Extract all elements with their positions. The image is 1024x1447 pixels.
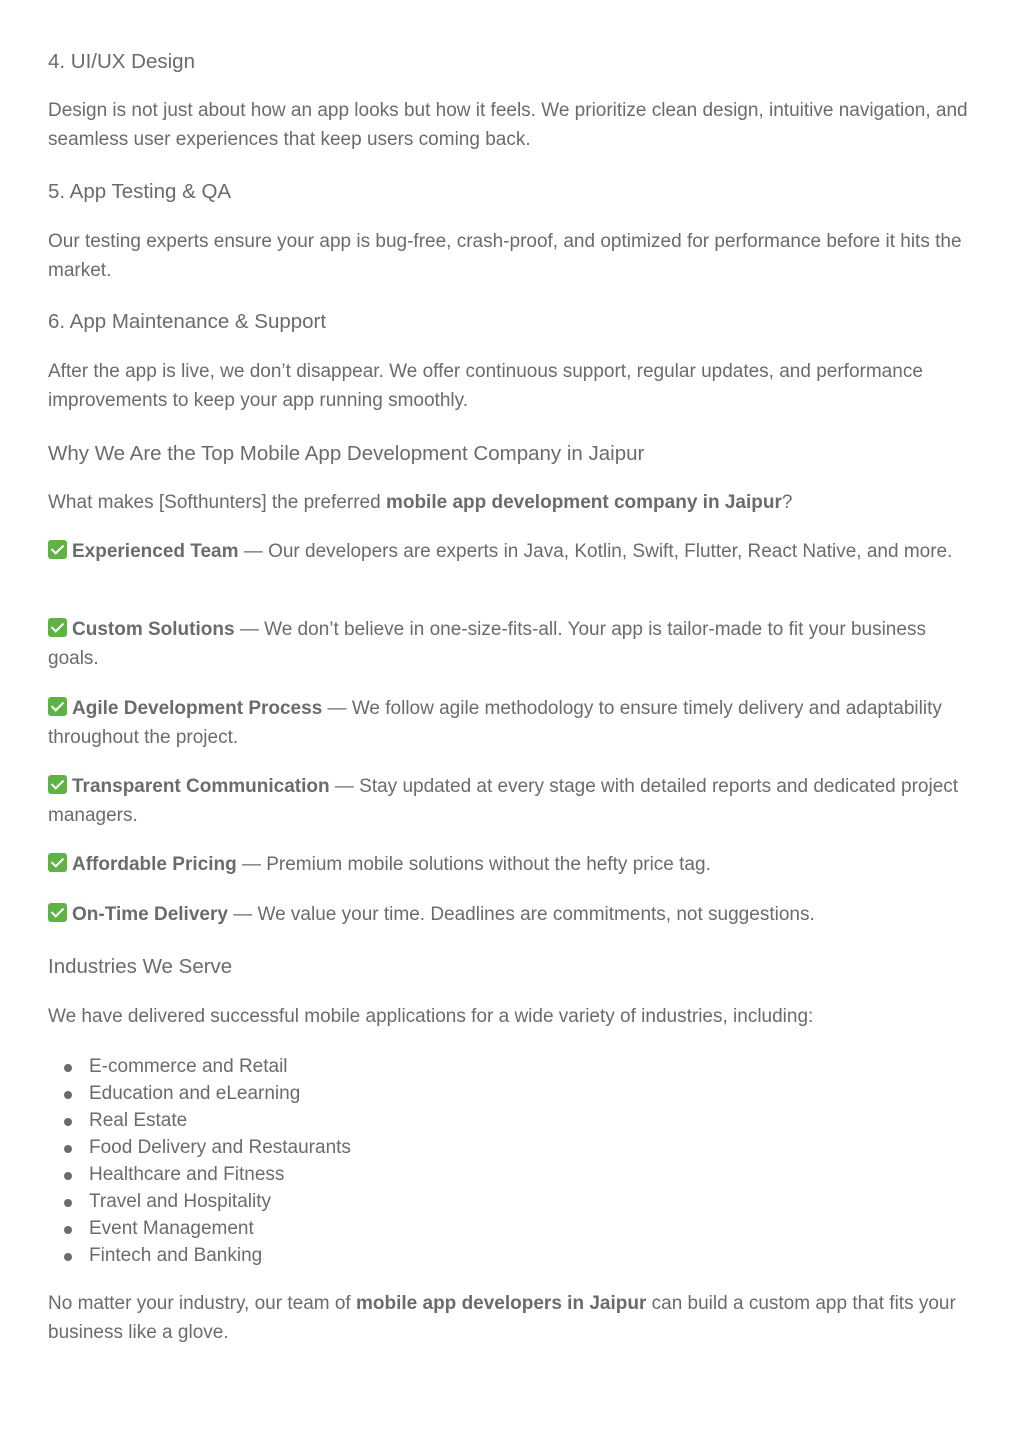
paragraph-why-intro (48, 489, 976, 518)
list-item: Healthcare and Fitness (48, 1161, 976, 1188)
reason-title: Agile Development Process (72, 698, 323, 719)
paragraph-uiux: Design is not just about how an app looks but how it feels. We prioritize clean design, intuitive navigation, and seamless user experiences that keep users coming back. (48, 100, 968, 150)
reason-item (48, 773, 976, 830)
paragraph-closing (48, 1290, 976, 1347)
list-item: Event Management (48, 1215, 976, 1242)
check-mark-icon (48, 775, 67, 794)
paragraph-industries-intro: We have delivered successful mobile applications for a wide variety of industries, including: (48, 1006, 814, 1027)
heading-maintenance: 6. App Maintenance & Support (48, 310, 327, 333)
check-mark-icon (48, 903, 67, 922)
reason-title: On-Time Delivery (72, 904, 228, 925)
reason-text: — Our developers are experts in Java, Kotlin, Swift, Flutter, React Native, and more. (238, 541, 953, 562)
check-mark-icon (48, 853, 67, 872)
why-intro-post: ? (781, 492, 793, 513)
reason-title: Transparent Communication (72, 776, 330, 797)
list-item: Education and eLearning (48, 1080, 976, 1107)
check-mark-icon (48, 697, 67, 716)
reason-item (48, 695, 976, 752)
reason-text: — Stay updated at every stage with detailed reports and dedicated project managers. (48, 776, 959, 826)
list-item: Fintech and Banking (48, 1242, 976, 1269)
heading-industries: Industries We Serve (48, 955, 233, 978)
why-intro-pre: What makes [Softhunters] the preferred (48, 492, 386, 513)
check-mark-icon (48, 540, 67, 559)
list-item: Travel and Hospitality (48, 1188, 976, 1215)
reason-item (48, 851, 976, 880)
reason-item (48, 616, 976, 673)
reason-item (48, 901, 976, 930)
heading-uiux: 4. UI/UX Design (48, 50, 195, 73)
reason-text: — We don’t believe in one-size-fits-all. Your app is tailor-made to fit your business goals. (48, 619, 926, 669)
closing-post: can build a custom app that fits your business like a glove. (48, 1293, 956, 1343)
heading-why: Why We Are the Top Mobile App Development Company in Jaipur (48, 442, 645, 465)
closing-pre: No matter your industry, our team of (48, 1293, 356, 1314)
heading-testing: 5. App Testing & QA (48, 180, 232, 203)
why-intro-bold: mobile app development company in Jaipur (385, 492, 782, 513)
industries-list (48, 1053, 976, 1269)
check-mark-icon (48, 618, 67, 637)
closing-bold: mobile app developers in Jaipur (356, 1293, 647, 1314)
list-item: E-commerce and Retail (48, 1053, 976, 1080)
reason-item (48, 538, 976, 567)
reason-title: Affordable Pricing (72, 854, 237, 875)
reason-text: — Premium mobile solutions without the hefty price tag. (236, 854, 711, 875)
reason-title: Experienced Team (72, 541, 239, 562)
paragraph-maintenance: After the app is live, we don’t disappear. We offer continuous support, regular updates, and performance improvements to keep your app running smoothly. (48, 361, 923, 411)
paragraph-testing: Our testing experts ensure your app is bug-free, crash-proof, and optimized for performance before it hits the market. (48, 231, 962, 281)
list-item: Real Estate (48, 1107, 976, 1134)
reason-text: — We value your time. Deadlines are commitments, not suggestions. (227, 904, 815, 925)
list-item: Food Delivery and Restaurants (48, 1134, 976, 1161)
reason-text: — We follow agile methodology to ensure timely delivery and adaptability throughout the project. (48, 698, 942, 748)
reason-title: Custom Solutions (72, 619, 235, 640)
